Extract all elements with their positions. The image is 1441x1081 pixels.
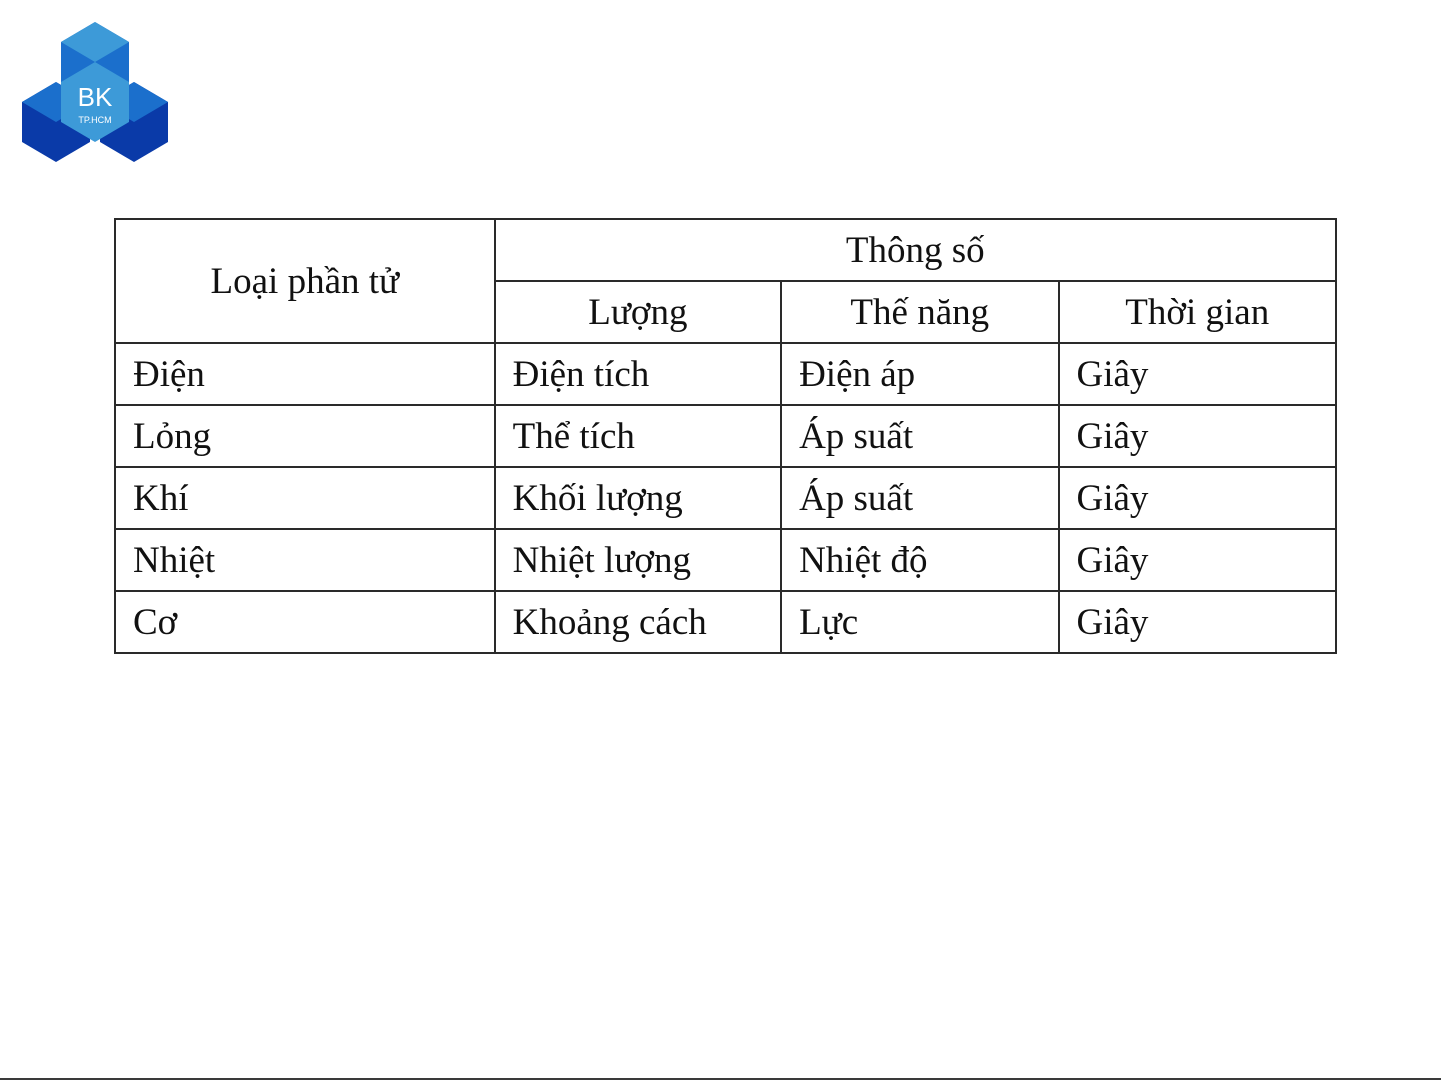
table-row — [115, 591, 1336, 653]
header-element-type: Loại phần tử — [115, 219, 495, 343]
cell-time: Giây — [1059, 529, 1337, 591]
cell-type: Điện — [115, 343, 495, 405]
cell-time: Giây — [1059, 343, 1337, 405]
cell-type: Nhiệt — [115, 529, 495, 591]
table-row — [115, 343, 1336, 405]
header-time: Thời gian — [1059, 281, 1337, 343]
cell-quantity: Nhiệt lượng — [495, 529, 781, 591]
bottom-divider — [0, 1078, 1441, 1080]
cell-type: Lỏng — [115, 405, 495, 467]
bk-logo-icon — [22, 22, 168, 166]
cell-time: Giây — [1059, 591, 1337, 653]
table-header-row — [115, 219, 1336, 281]
header-potential: Thế năng — [781, 281, 1058, 343]
table-row — [115, 529, 1336, 591]
cell-quantity: Khối lượng — [495, 467, 781, 529]
header-quantity: Lượng — [495, 281, 781, 343]
logo-sub-text: TP.HCM — [78, 115, 112, 125]
table-row — [115, 405, 1336, 467]
cell-potential: Nhiệt độ — [781, 529, 1058, 591]
cell-potential: Lực — [781, 591, 1058, 653]
cell-type: Khí — [115, 467, 495, 529]
cell-time: Giây — [1059, 467, 1337, 529]
cell-quantity: Điện tích — [495, 343, 781, 405]
cell-potential: Điện áp — [781, 343, 1058, 405]
header-parameters: Thông số — [495, 219, 1336, 281]
logo-main-text: BK — [77, 82, 113, 112]
parameter-table — [114, 218, 1337, 654]
cell-quantity: Thể tích — [495, 405, 781, 467]
cell-quantity: Khoảng cách — [495, 591, 781, 653]
cell-type: Cơ — [115, 591, 495, 653]
bk-logo — [22, 22, 168, 166]
cell-potential: Áp suất — [781, 405, 1058, 467]
cell-potential: Áp suất — [781, 467, 1058, 529]
cell-time: Giây — [1059, 405, 1337, 467]
table-row — [115, 467, 1336, 529]
